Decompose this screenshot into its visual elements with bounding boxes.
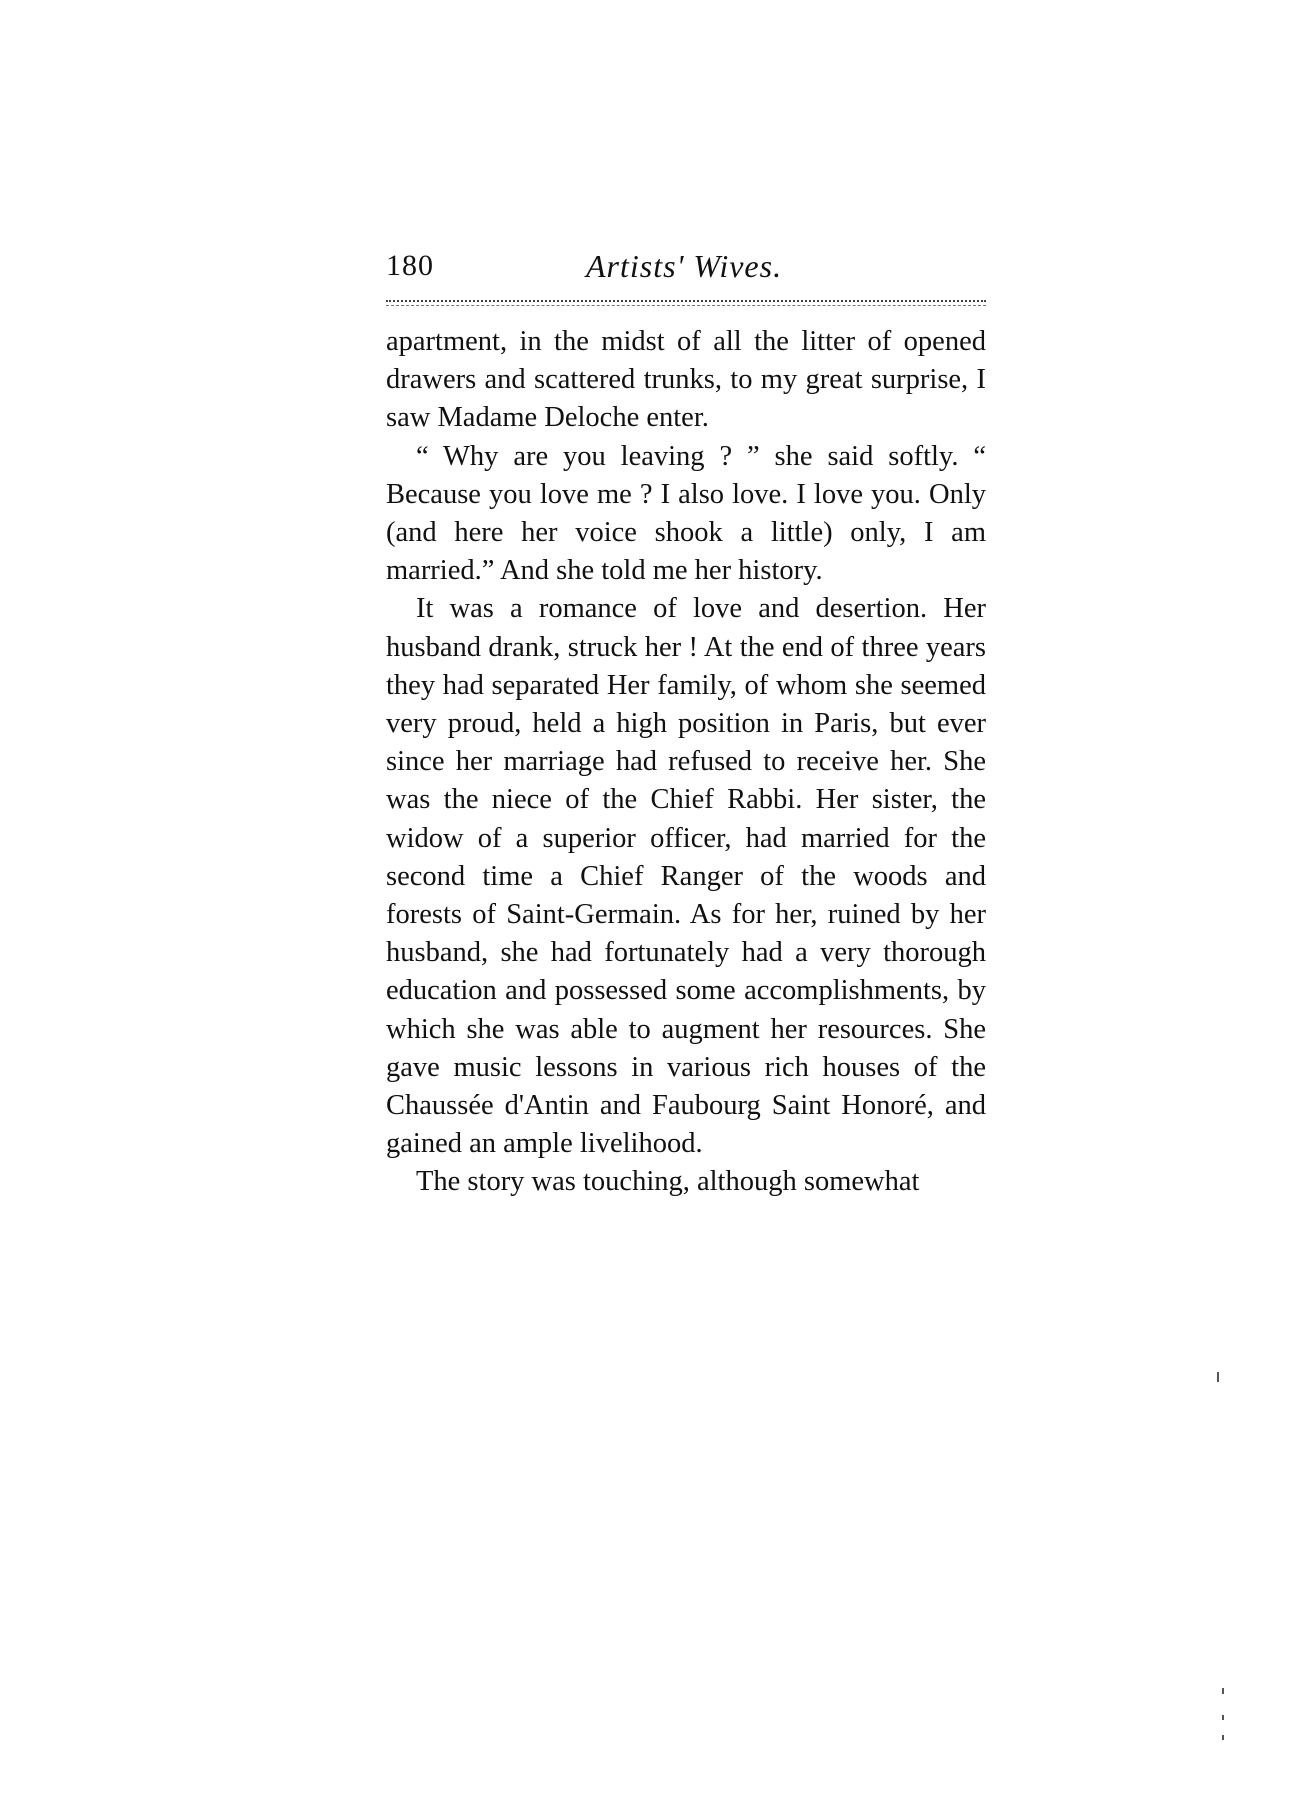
scan-speck — [1222, 1735, 1224, 1740]
running-head — [386, 246, 986, 290]
scan-speck — [1222, 1715, 1224, 1720]
header-rule — [386, 300, 986, 306]
body-text — [386, 323, 986, 1202]
scan-speck — [1217, 1372, 1219, 1382]
page-number: 180 — [386, 249, 434, 282]
paragraph-3: It was a romance of love and desertion. Her husband drank, struck her ! At the end of three years they had separated Her family, of whom she seemed very proud, held a high position in Paris, but ever since her marriage had refused to receive her. She was the niece of the Chief Rabbi. Her sister, the widow of a superior officer, had married for the second time a Chief Ranger of the woods and forests of Saint-Germain. As for her, ruined by her husband, she had fortunately had a very thorough education and possessed some accomplishments, by which she was able to augment her resources. She gave music lessons in various rich houses of the Chaussée d'Antin and Faubourg Saint Honoré, and gained an ample livelihood. — [386, 593, 986, 1160]
paragraph-4: The story was touching, although somewhat — [416, 1166, 920, 1198]
running-title: Artists' Wives. — [586, 248, 783, 284]
paragraph-1: apartment, in the midst of all the litter of opened drawers and scattered trunks, to my great surprise, I saw Madame Deloche enter. — [386, 326, 986, 434]
paragraph-2: “ Why are you leaving ? ” she said softly. “ Because you love me ? I also love. I love you. Only (and here her voice shook a little) only, I am married.” And she told me her history. — [386, 440, 986, 587]
scan-speck — [1222, 1688, 1224, 1694]
